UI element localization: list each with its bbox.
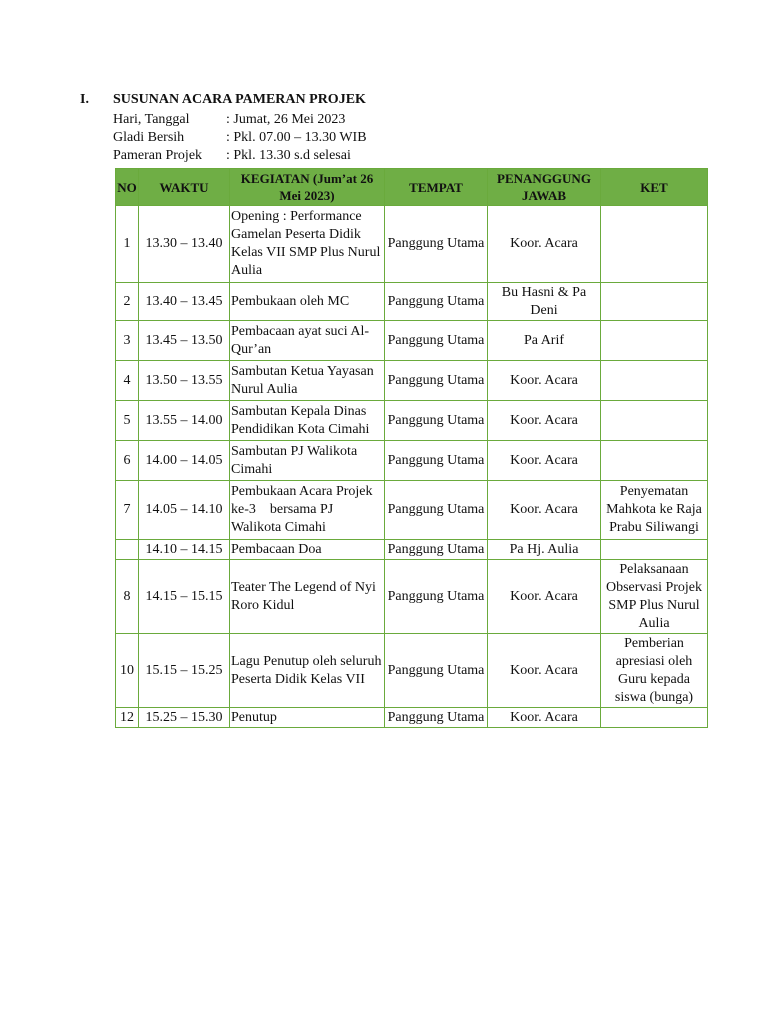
cell-pj: Pa Arif — [488, 321, 601, 361]
cell-ket — [601, 206, 708, 283]
schedule-table — [115, 168, 708, 728]
cell-tempat: Panggung Utama — [385, 206, 488, 283]
table-row — [116, 634, 708, 708]
cell-kegiatan: Pembacaan Doa — [230, 540, 385, 560]
cell-pj: Bu Hasni & Pa Deni — [488, 283, 601, 321]
cell-no: 12 — [116, 708, 139, 728]
cell-no: 2 — [116, 283, 139, 321]
cell-ket: Penyematan Mahkota ke Raja Prabu Siliwangi — [601, 481, 708, 540]
cell-tempat: Panggung Utama — [385, 634, 488, 708]
cell-pj: Koor. Acara — [488, 361, 601, 401]
cell-kegiatan: Pembukaan Acara Projek ke-3 bersama PJ Walikota Cimahi — [230, 481, 385, 540]
table-header-row — [116, 169, 708, 206]
info-line-date — [113, 111, 345, 129]
cell-ket: Pelaksanaan Observasi Projek SMP Plus Nurul Aulia — [601, 560, 708, 634]
cell-tempat: Panggung Utama — [385, 361, 488, 401]
cell-ket — [601, 441, 708, 481]
info-value: : Pkl. 13.30 s.d selesai — [226, 148, 351, 163]
cell-tempat: Panggung Utama — [385, 708, 488, 728]
cell-waktu: 13.55 – 14.00 — [139, 401, 230, 441]
cell-ket — [601, 540, 708, 560]
header-tempat: TEMPAT — [385, 169, 488, 206]
table-row — [116, 206, 708, 283]
table-row — [116, 708, 708, 728]
cell-pj: Koor. Acara — [488, 634, 601, 708]
table-row — [116, 481, 708, 540]
cell-kegiatan: Pembukaan oleh MC — [230, 283, 385, 321]
info-line-rehearsal — [113, 129, 367, 147]
table-row — [116, 560, 708, 634]
cell-pj: Koor. Acara — [488, 560, 601, 634]
cell-pj: Koor. Acara — [488, 481, 601, 540]
cell-kegiatan: Teater The Legend of Nyi Roro Kidul — [230, 560, 385, 634]
info-label: Gladi Bersih — [113, 130, 185, 145]
info-line-exhibition — [113, 147, 351, 165]
cell-waktu: 13.45 – 13.50 — [139, 321, 230, 361]
info-label: Pameran Projek — [113, 148, 203, 163]
section-title: SUSUNAN ACARA PAMERAN PROJEK — [113, 92, 366, 107]
cell-no: 10 — [116, 634, 139, 708]
cell-kegiatan: Opening : Performance Gamelan Peserta Didik Kelas VII SMP Plus Nurul Aulia — [230, 206, 385, 283]
cell-ket — [601, 283, 708, 321]
cell-waktu: 13.50 – 13.55 — [139, 361, 230, 401]
table-row — [116, 321, 708, 361]
cell-no: 7 — [116, 481, 139, 540]
header-no: NO — [116, 169, 139, 206]
cell-no: 5 — [116, 401, 139, 441]
cell-waktu: 13.40 – 13.45 — [139, 283, 230, 321]
cell-no — [116, 540, 139, 560]
cell-kegiatan: Pembacaan ayat suci Al-Qur’an — [230, 321, 385, 361]
cell-pj: Koor. Acara — [488, 401, 601, 441]
cell-waktu: 15.15 – 15.25 — [139, 634, 230, 708]
cell-tempat: Panggung Utama — [385, 321, 488, 361]
info-value: : Jumat, 26 Mei 2023 — [226, 112, 346, 127]
section-number: I. — [80, 92, 89, 107]
cell-waktu: 15.25 – 15.30 — [139, 708, 230, 728]
header-kegiatan: KEGIATAN (Jum’at 26 Mei 2023) — [230, 169, 385, 206]
cell-pj: Koor. Acara — [488, 708, 601, 728]
cell-tempat: Panggung Utama — [385, 560, 488, 634]
cell-pj: Pa Hj. Aulia — [488, 540, 601, 560]
cell-ket — [601, 401, 708, 441]
cell-no: 6 — [116, 441, 139, 481]
cell-waktu: 14.10 – 14.15 — [139, 540, 230, 560]
cell-no: 1 — [116, 206, 139, 283]
header-ket: KET — [601, 169, 708, 206]
header-penanggung-jawab: PENANGGUNG JAWAB — [488, 169, 601, 206]
cell-waktu: 13.30 – 13.40 — [139, 206, 230, 283]
cell-kegiatan: Sambutan Ketua Yayasan Nurul Aulia — [230, 361, 385, 401]
table-row — [116, 401, 708, 441]
info-value: : Pkl. 07.00 – 13.30 WIB — [226, 130, 367, 145]
table-row — [116, 540, 708, 560]
header-waktu: WAKTU — [139, 169, 230, 206]
cell-waktu: 14.15 – 15.15 — [139, 560, 230, 634]
cell-kegiatan: Penutup — [230, 708, 385, 728]
cell-tempat: Panggung Utama — [385, 481, 488, 540]
cell-pj: Koor. Acara — [488, 441, 601, 481]
cell-ket: Pemberian apresiasi oleh Guru kepada siswa (bunga) — [601, 634, 708, 708]
cell-pj: Koor. Acara — [488, 206, 601, 283]
cell-waktu: 14.05 – 14.10 — [139, 481, 230, 540]
cell-no: 3 — [116, 321, 139, 361]
cell-tempat: Panggung Utama — [385, 401, 488, 441]
info-label: Hari, Tanggal — [113, 112, 190, 127]
cell-ket — [601, 321, 708, 361]
table-row — [116, 361, 708, 401]
cell-ket — [601, 361, 708, 401]
table-row — [116, 283, 708, 321]
cell-kegiatan: Lagu Penutup oleh seluruh Peserta Didik Kelas VII — [230, 634, 385, 708]
cell-tempat: Panggung Utama — [385, 540, 488, 560]
cell-no: 4 — [116, 361, 139, 401]
cell-kegiatan: Sambutan PJ Walikota Cimahi — [230, 441, 385, 481]
cell-waktu: 14.00 – 14.05 — [139, 441, 230, 481]
cell-no: 8 — [116, 560, 139, 634]
table-row — [116, 441, 708, 481]
cell-ket — [601, 708, 708, 728]
cell-kegiatan: Sambutan Kepala Dinas Pendidikan Kota Cimahi — [230, 401, 385, 441]
cell-tempat: Panggung Utama — [385, 283, 488, 321]
cell-tempat: Panggung Utama — [385, 441, 488, 481]
